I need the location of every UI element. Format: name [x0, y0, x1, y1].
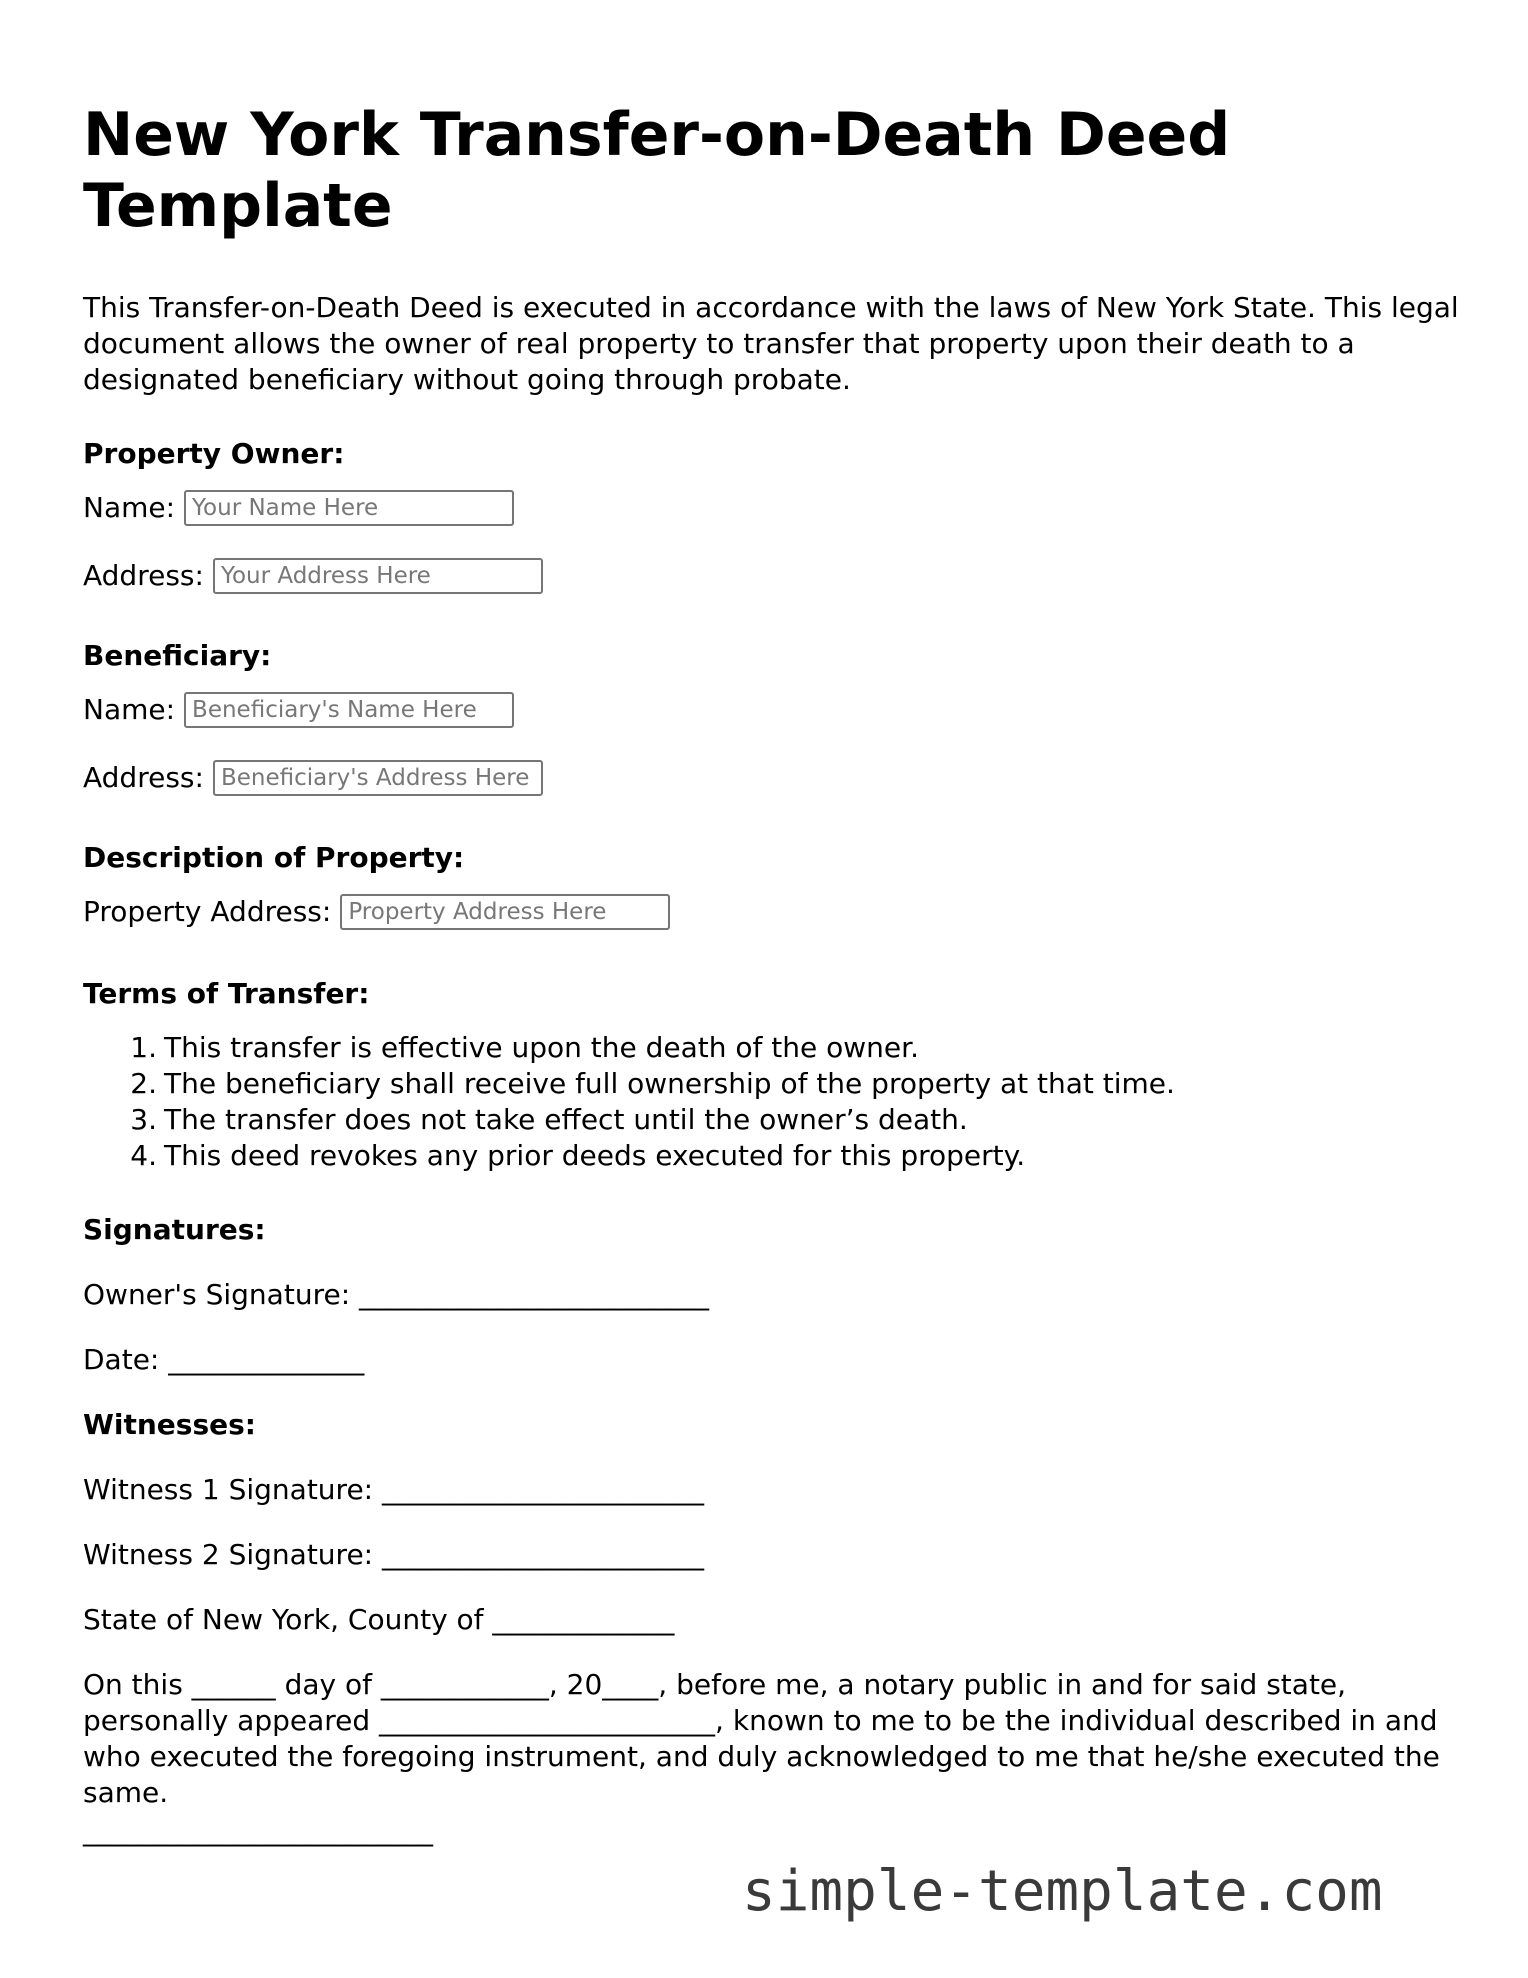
owner-signature-line: Owner's Signature: _________________________: [83, 1278, 710, 1311]
witnesses-heading: Witnesses:: [83, 1408, 256, 1441]
owner-heading: Property Owner:: [83, 437, 345, 470]
terms-list: [83, 1030, 1175, 1174]
list-item-number: 2.: [130, 1067, 157, 1100]
intro-paragraph: This Transfer-on-Death Deed is executed in accordance with the laws of New York State. This legal document allows the owner of real property to transfer that property upon their death to a designated beneficiary without going through probate.: [83, 291, 1459, 396]
list-item-text: This transfer is effective upon the death of the owner.: [164, 1031, 919, 1064]
witness1-signature-line: Witness 1 Signature: _______________________: [83, 1473, 705, 1506]
notary-paragraph: On this ______ day of ____________, 20____, before me, a notary public in and for said state, personally appeared ________________________, known to me to be the individual described in and who executed the foregoing instrument, and duly acknowledged to me that he/she executed the same.: [83, 1668, 1440, 1809]
list-item: [83, 1066, 1175, 1102]
date-line: Date: ______________: [83, 1343, 365, 1376]
beneficiary-address-label: Address:: [83, 761, 204, 794]
page-title: New York Transfer-on-Death Deed Template: [83, 100, 1231, 241]
owner-address-input[interactable]: [213, 558, 543, 594]
terms-heading: Terms of Transfer:: [83, 977, 370, 1010]
list-item-number: 3.: [130, 1103, 157, 1136]
list-item-text: The transfer does not take effect until the owner’s death.: [164, 1103, 968, 1136]
list-item-text: The beneficiary shall receive full ownership of the property at that time.: [164, 1067, 1175, 1100]
watermark: simple-template.com: [742, 1859, 1383, 1924]
beneficiary-address-input[interactable]: [213, 760, 543, 796]
beneficiary-address-row: [83, 760, 543, 796]
beneficiary-heading: Beneficiary:: [83, 639, 272, 672]
owner-name-input[interactable]: [184, 490, 514, 526]
beneficiary-name-input[interactable]: [184, 692, 514, 728]
signatures-heading: Signatures:: [83, 1213, 266, 1246]
list-item: [83, 1102, 1175, 1138]
property-address-row: [83, 894, 670, 930]
witness2-signature-line: Witness 2 Signature: _______________________: [83, 1538, 705, 1571]
county-line: State of New York, County of _____________: [83, 1603, 675, 1636]
notary-signature-line: _________________________: [83, 1814, 433, 1847]
property-heading: Description of Property:: [83, 841, 465, 874]
list-item-number: 1.: [130, 1031, 157, 1064]
list-item-number: 4.: [130, 1139, 157, 1172]
property-address-input[interactable]: [340, 894, 670, 930]
owner-name-row: [83, 490, 514, 526]
document-page: [83, 100, 1463, 1847]
list-item: [83, 1030, 1175, 1066]
list-item: [83, 1138, 1175, 1174]
property-address-label: Property Address:: [83, 895, 332, 928]
owner-address-row: [83, 558, 543, 594]
beneficiary-name-label: Name:: [83, 693, 176, 726]
list-item-text: This deed revokes any prior deeds executed for this property.: [164, 1139, 1026, 1172]
beneficiary-name-row: [83, 692, 514, 728]
owner-name-label: Name:: [83, 491, 176, 524]
owner-address-label: Address:: [83, 559, 204, 592]
